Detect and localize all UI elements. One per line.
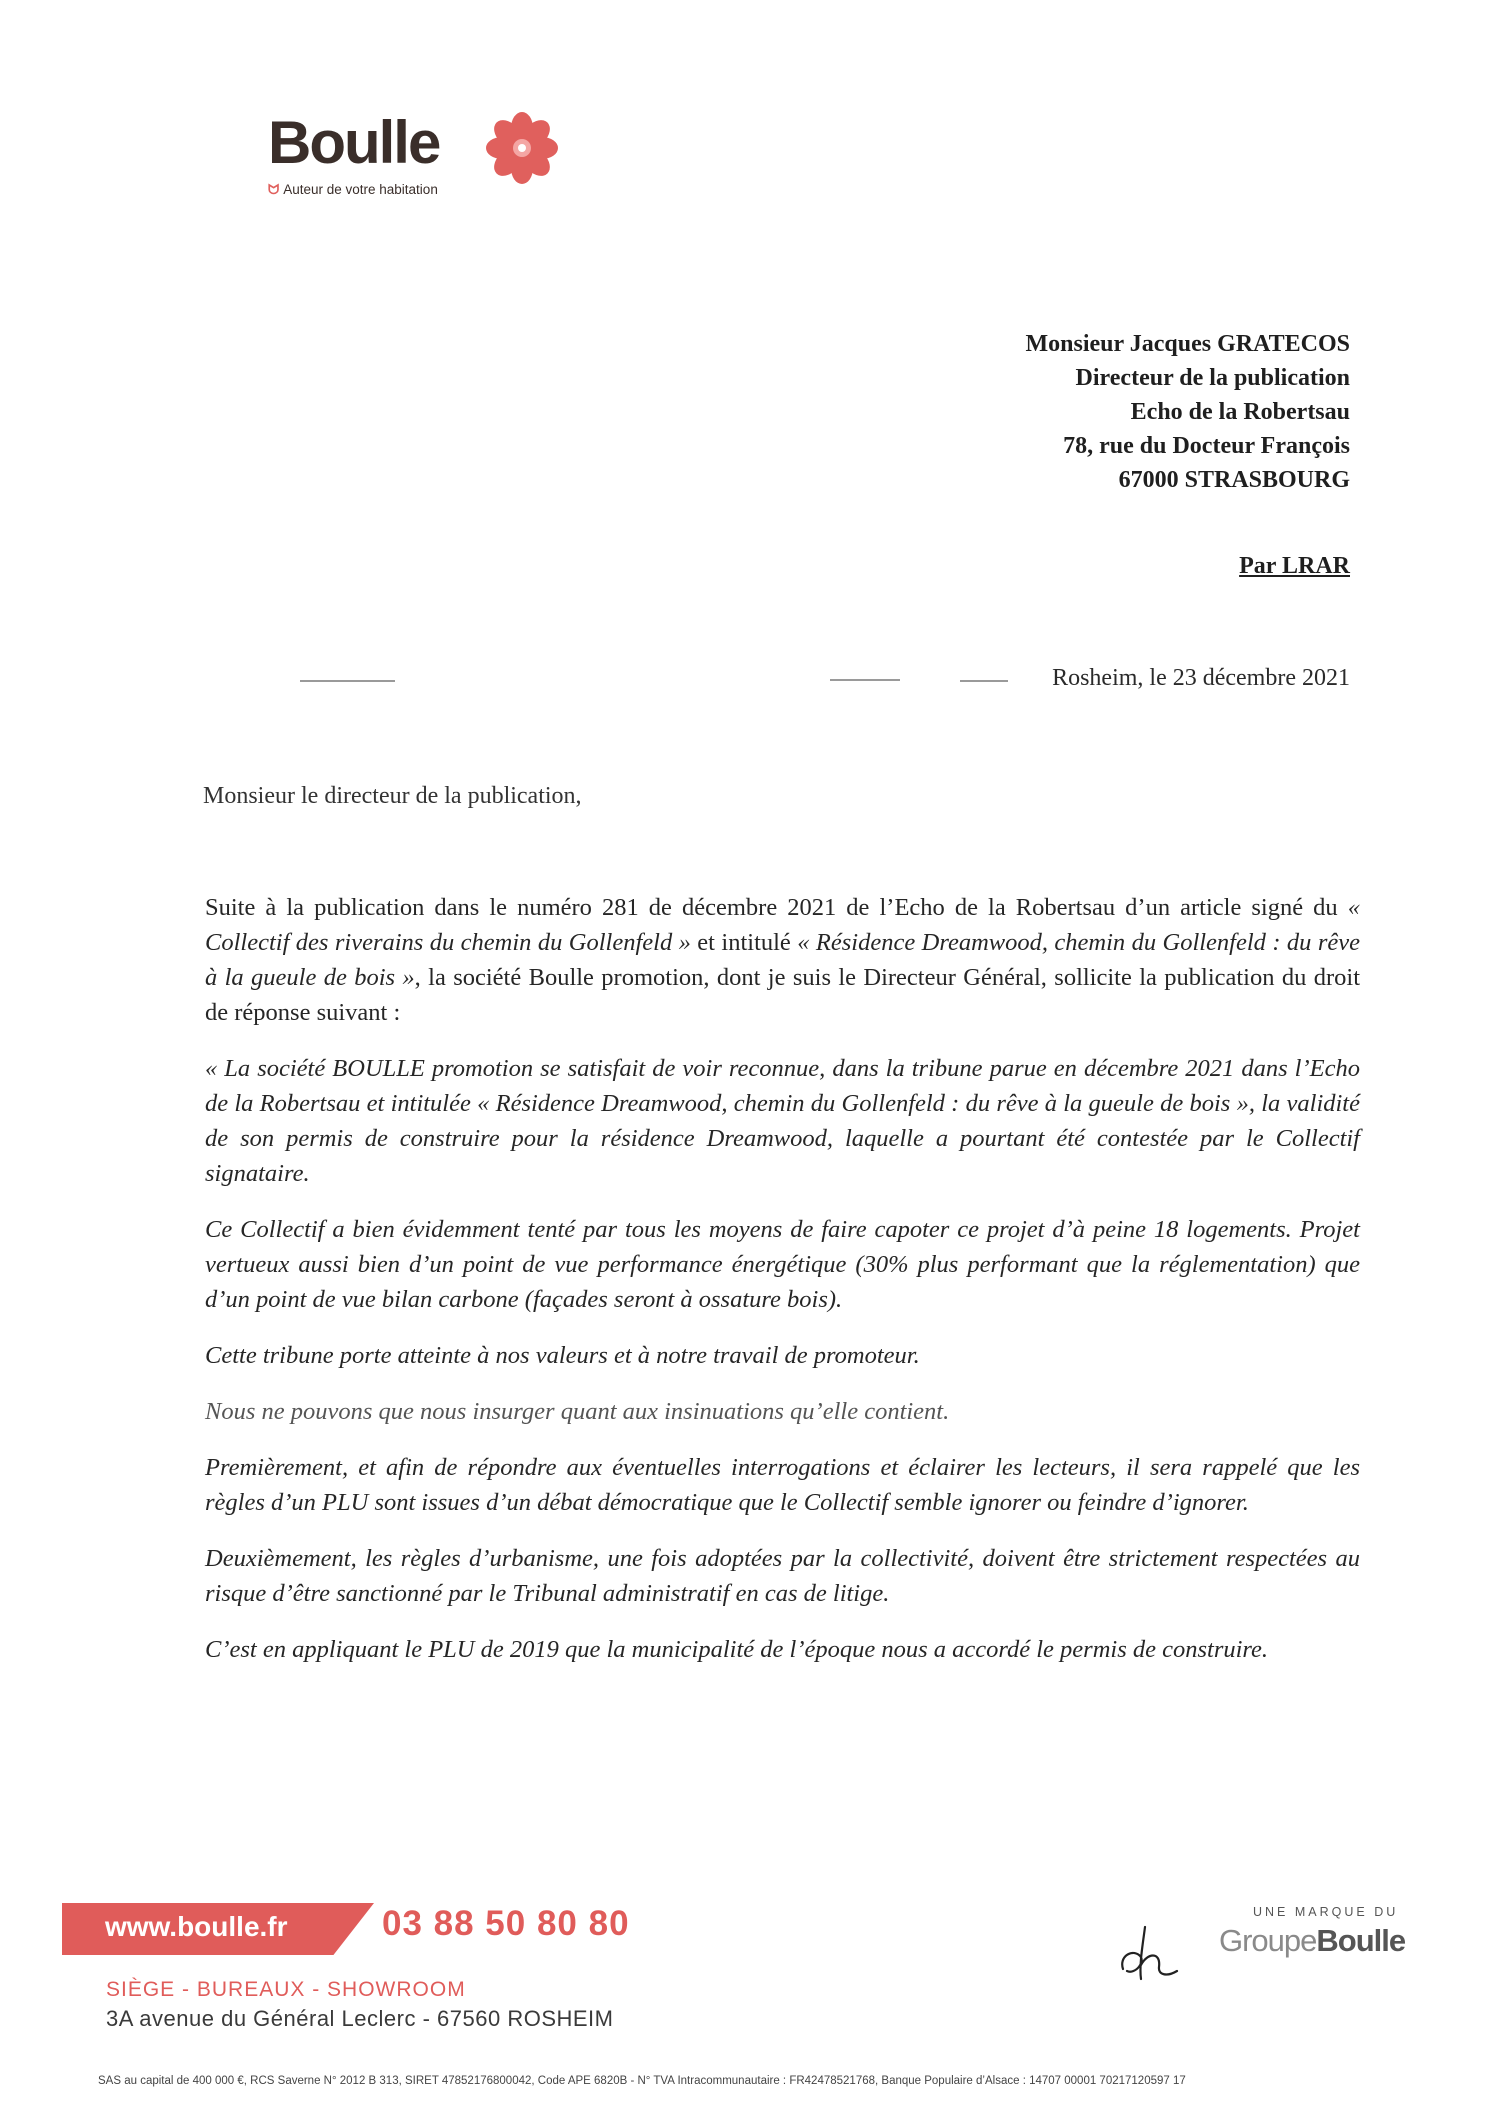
intro-paragraph: Suite à la publication dans le numéro 281 de décembre 2021 de l’Echo de la Robertsau d’un article signé du « Collectif des riverains du chemin du Gollenfeld » et intitulé « Résidence Dreamwood, chemin du Gollenfeld : du rêve à la gueule de bois », la société Boulle promotion, dont je suis le Directeur Général, sollicite la publication du droit de réponse suivant : (205, 894, 1360, 1026)
send-mode: Par LRAR (1239, 553, 1350, 579)
scan-artifact (960, 680, 1008, 682)
legal-mentions: SAS au capital de 400 000 €, RCS Saverne N° 2012 B 313, SIRET 47852176800042, Code APE 6820B - N° TVA Intracommunautaire : FR42478521768, Banque Populaire d’Alsace : 14707 00001 70217120597 17 (98, 2075, 1186, 2087)
response-paragraph: Nous ne pouvons que nous insurger quant aux insinuations qu’elle contient. (205, 1398, 950, 1425)
scan-artifact (300, 680, 395, 682)
recipient-line: Directeur de la publication (1075, 365, 1350, 391)
salutation: Monsieur le directeur de la publication, (203, 783, 582, 809)
logo-tagline (268, 182, 438, 198)
recipient-line: 67000 STRASBOURG (1118, 467, 1350, 493)
signature-icon (1115, 1919, 1185, 1983)
footer-hq-label: SIÈGE - BUREAUX - SHOWROOM (106, 1978, 466, 2001)
footer-website-link[interactable]: www.boulle.fr (105, 1911, 288, 1942)
brand-name: GroupeBoulle (1219, 1923, 1406, 1958)
footer-address: 3A avenue du Général Leclerc - 67560 ROSHEIM (106, 2006, 614, 2031)
letter-body (205, 890, 1360, 1688)
letter-date: Rosheim, le 23 décembre 2021 (1052, 665, 1350, 691)
scan-artifact (830, 679, 900, 681)
response-paragraph: Premièrement, et afin de répondre aux éventuelles interrogations et éclairer les lecteurs, il sera rappelé que les règles d’un PLU sont issues d’un débat démocratique que le Collectif semble ignorer ou feindre d’ignorer. (205, 1454, 1360, 1516)
response-paragraph: Ce Collectif a bien évidemment tenté par tous les moyens de faire capoter ce projet d’à peine 18 logements. Projet vertueux aussi bien d’un point de vue performance énergétique (30% plus performant que la réglementation) que d’un point de vue bilan carbone (façades seront à ossature bois). (205, 1216, 1360, 1313)
company-logo (268, 108, 588, 208)
response-paragraph: « La société BOULLE promotion se satisfait de voir reconnue, dans la tribune parue en décembre 2021 dans l’Echo de la Robertsau et intitulée « Résidence Dreamwood, chemin du Gollenfeld : du rêve à la gueule de bois », la validité de son permis de construire pour la résidence Dreamwood, laquelle a pourtant été contestée par le Collectif signataire. (205, 1055, 1360, 1187)
response-paragraph: Deuxièmement, les règles d’urbanisme, une fois adoptées par la collectivité, doivent être strictement respectées au risque d’être sanctionné par le Tribunal administratif en cas de litige. (205, 1545, 1360, 1607)
response-paragraph: Cette tribune porte atteinte à nos valeurs et à notre travail de promoteur. (205, 1342, 920, 1369)
logo-wordmark: Boulle (268, 109, 440, 176)
pretzel-icon: ᗢ (268, 182, 280, 197)
response-paragraph: C’est en appliquant le PLU de 2019 que la municipalité de l’époque nous a accordé le permis de construire. (205, 1636, 1269, 1663)
footer-phone: 03 88 50 80 80 (382, 1904, 630, 1943)
flower-logo-icon (486, 112, 558, 184)
recipient-line: Monsieur Jacques GRATECOS (1025, 331, 1350, 357)
groupe-boulle-mark (1115, 1905, 1445, 1985)
recipient-line: Echo de la Robertsau (1130, 399, 1350, 425)
recipient-line: 78, rue du Docteur François (1063, 433, 1350, 459)
recipient-address (1026, 327, 1350, 497)
brand-overline: UNE MARQUE DU (1253, 1905, 1399, 1919)
logo-tagline-text: Auteur de votre habitation (283, 182, 438, 197)
